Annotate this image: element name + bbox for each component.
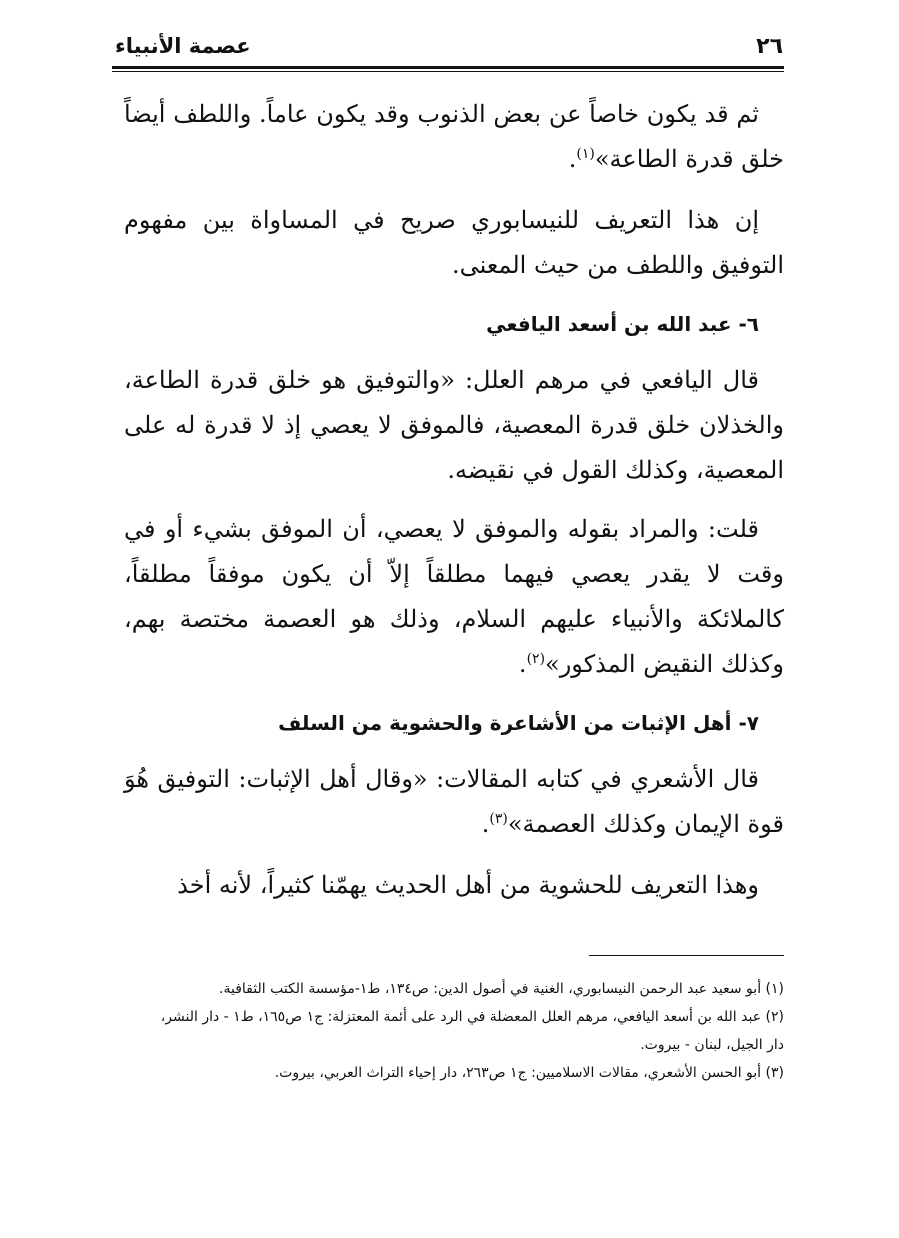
footnote-ref-3: (٣): [489, 811, 508, 827]
paragraph-2: إن هذا التعريف للنيسابوري صريح في المساواة بين مفهوم التوفيق واللطف من حيث المعنى.: [124, 206, 784, 279]
running-title: عصمة الأنبياء: [115, 34, 251, 58]
paragraph-5: قال الأشعري في كتابه المقالات: «وقال أهل الإثبات: التوفيق هُوَ قوة الإيمان وكذلك العصمة»$^{(٣)}$.: [124, 765, 784, 838]
footnote-ref-1: (١): [576, 146, 595, 162]
paragraph-1-text: ثم قد يكون خاصاً عن بعض الذنوب وقد يكون عاماً. واللطف أيضاً خلق قدرة الطاعة»: [124, 100, 784, 173]
body-text: [124, 92, 784, 924]
header-rule-thin: [112, 71, 784, 72]
page-header: [115, 30, 783, 64]
page-number: ٢٦: [756, 34, 783, 59]
paragraph-4: قلت: والمراد بقوله والموفق لا يعصي، أن الموفق بشيء أو في وقت لا يقدر يعصي فيهما مطلقاً إلاّ أن يكون موفقاً مطلقاً، كالملائكة والأنبياء عليهم السلام، وذلك هو العصمة مختصة بهم، وكذلك النقيض المذكور»$^{(٢)}$.: [124, 515, 784, 678]
footnote-2: (٢) عبد الله بن أسعد اليافعي، مرهم العلل المعضلة في الرد على أئمة المعتزلة: ج١ ص١٦٥، ط١ - دار النشر، دار الجيل، لبنان - بيروت.: [160, 1009, 784, 1053]
section-heading-6: ٦- عبد الله بن أسعد اليافعي: [486, 312, 759, 336]
header-rule-thick: [112, 66, 784, 69]
footnote-separator: [589, 955, 784, 956]
paragraph-6: وهذا التعريف للحشوية من أهل الحديث يهمّنا كثيراً، لأنه أخذ: [177, 871, 759, 899]
footnote-3: (٣) أبو الحسن الأشعري، مقالات الاسلاميين: ج١ ص٢٦٣، دار إحياء التراث العربي، بيروت.: [274, 1065, 784, 1081]
paragraph-4-text: قلت: والمراد بقوله والموفق لا يعصي، أن الموفق بشيء أو في وقت لا يقدر يعصي فيهما مطلقاً إلاّ أن يكون موفقاً مطلقاً، كالملائكة والأنبياء عليهم السلام، وذلك هو العصمة مختصة بهم، وكذلك النقيض المذكور»: [124, 515, 784, 678]
footnote-ref-2: (٢): [526, 651, 546, 667]
footnotes: [150, 975, 784, 1087]
section-heading-7: ٧- أهل الإثبات من الأشاعرة والحشوية من السلف: [278, 711, 759, 735]
footnote-1: (١) أبو سعيد عبد الرحمن النيسابوري، الغنية في أصول الدين: ص١٣٤، ط١-مؤسسة الكتب الثقافية.: [219, 981, 784, 997]
paragraph-1: ثم قد يكون خاصاً عن بعض الذنوب وقد يكون عاماً. واللطف أيضاً خلق قدرة الطاعة»$^{(١)}$.: [124, 100, 784, 173]
paragraph-3: قال اليافعي في مرهم العلل: «والتوفيق هو خلق قدرة الطاعة، والخذلان خلق قدرة المعصية، فالموفق لا يعصي إذ لا قدرة له على المعصية، وكذلك القول في نقيضه.: [124, 366, 784, 484]
paragraph-5-text: قال الأشعري في كتابه المقالات: «وقال أهل الإثبات: التوفيق هُوَ قوة الإيمان وكذلك العصمة»: [124, 765, 784, 838]
